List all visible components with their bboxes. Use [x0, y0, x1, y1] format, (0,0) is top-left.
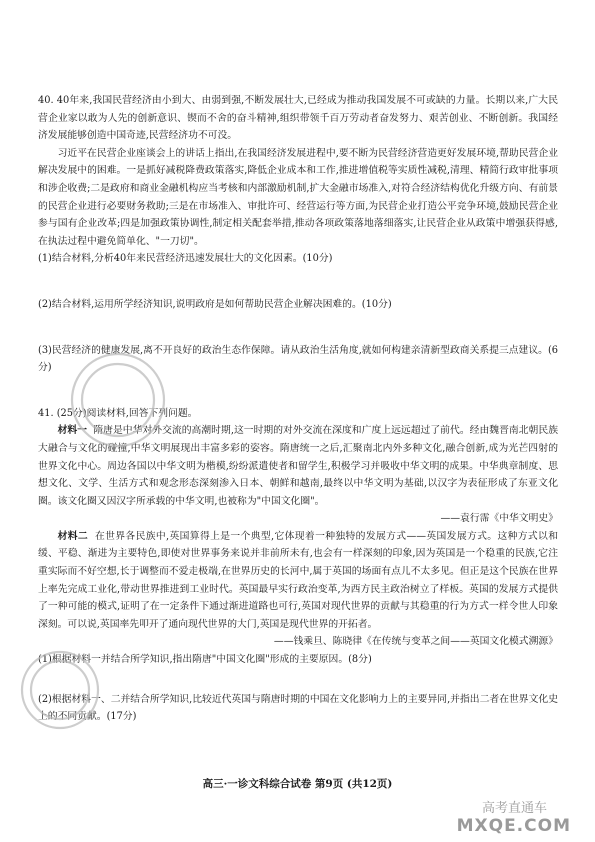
exam-page — [38, 92, 558, 726]
answer-space — [38, 669, 558, 691]
watermark-site: MXQE.COM — [456, 816, 571, 836]
page-footer: 高三·一诊文科综合试卷 第9页 (共12页) — [202, 778, 393, 790]
q41-stem: 41. (25分)阅读材料,回答下列问题。 — [38, 407, 198, 419]
material-1-source: ——袁行霈《中华文明史》 — [440, 513, 558, 525]
q40-stem: 40. 40年来,我国民营经济由小到大、由弱到强,不断发展壮大,已经成为推动我国发展不可或缺的力量。长期以来,广大民营企业家以敢为人先的创新意识、锲而不舍的奋斗精神,组织带领千百万劳动者奋发努力、艰苦创业、不断创新。我国经济发展能够创造中国奇迹,民营经济功不可没。 — [38, 95, 558, 142]
material-2-label: 材料二 — [57, 530, 89, 542]
q41-sub1: (1)根据材料一并结合所学知识,指出隋唐"中国文化圈"形成的主要原因。(8分) — [38, 654, 372, 666]
material-2-source: ——钱乘旦、陈晓律《在传统与变革之间——英国文化模式溯源》 — [273, 636, 558, 648]
q40-material: 习近平在民营企业座谈会上的讲话上指出,在我国经济发展进程中,要不断为民营经济营造更好发展环境,帮助民营企业解决发展中的困难。一是抓好减税降费政策落实,降低企业成本和工作,推进增值税等实质性减税,清理、精简行政审批事项和涉企收费;二是政府和商业金融机构应当考核和内部激励机制,扩大金融市场准入,对符合经济结构优化升级方向、有前景的民营企业进行必要财务救助;三是在市场准入、审批许可、经营运行等方面,为民营企业打造公平竞争环境,鼓励民营企业参与国有企业改革;四是加强政策协调性,制定相关配套举措,推动各项政策落地落细落实,让民营企业从政策中增强获得感,在执法过程中避免简单化、"一刀切"。 — [38, 147, 558, 247]
answer-space — [38, 314, 558, 342]
material-1-label: 材料一 — [57, 425, 88, 437]
watermark-text: 高考直通车 — [481, 801, 547, 816]
q41-material-1 — [38, 422, 558, 510]
material-1-text: 隋唐是中华对外交流的高潮时期,这一时期的对外交流在深度和广度上远远超过了前代。经由魏晋南北朝民族大融合与文化的碰撞,中华文明展现出丰富多彩的姿容。隋唐统一之后,汇聚南北内外多种文化,融合创新,成为光芒四射的世界文化中心。周边各国以中华文明为楷模,纷纷派遣使者和留学生,积极学习并吸收中华文明的成果。中华典章制度、思想文化、文学、生活方式和观念形态深刻渗入日本、朝鲜和越南,最终以中华文明为基础,以汉字为表征形成了东亚文化圈。该文化圈又因汉字所承载的中华文明,也被称为"中国文化圈"。 — [38, 425, 558, 507]
material-2-text: 在世界各民族中,英国算得上是一个典型,它体现着一种独特的发展方式——英国发展方式。这种方式以和缓、平稳、渐进为主要特色,即使对世界事务来说并非前所未有,也会有一样深刻的印象,因为英国是一个稳重的民族,它注重实际而不好空想,长于调整而不爱走极端,在世界历史的长河中,属于英国的场面有点儿不太多见。但正是这个民族在世界上率先完成工业化,带动世界推进到工业时代。英国最早实行政治变革,为西方民主政治树立了样板。英国的发展方式提供了一种可能的模式,证明了在一定条件下通过渐进道路也可行,英国对现代世界的贡献与其稳重的行为方式一样令世人印象深刻。可以说,英国率先叩开了通向现代世界的大门,英国是现代世界的开拓者。 — [38, 530, 558, 630]
q40-sub3: (3)民营经济的健康发展,离不开良好的政治生态作保障。请从政治生活角度,就如何构建亲清新型政商关系提三点建议。(6分) — [38, 344, 559, 374]
q41-material-2 — [38, 528, 558, 634]
q40-sub2: (2)结合材料,运用所学经济知识,说明政府是如何帮助民营企业解决困难的。(10分) — [38, 298, 392, 310]
q41-sub2: (2)根据材料一、二并结合所学知识,比较近代英国与隋唐时期的中国在文化影响力上的主要异同,并指出二者在世界文化史上的不同贡献。(17分) — [38, 693, 558, 723]
answer-space — [38, 268, 558, 296]
q40-sub1: (1)结合材料,分析40年来民营经济迅速发展壮大的文化因素。(10分) — [38, 253, 333, 265]
answer-space — [38, 377, 558, 405]
